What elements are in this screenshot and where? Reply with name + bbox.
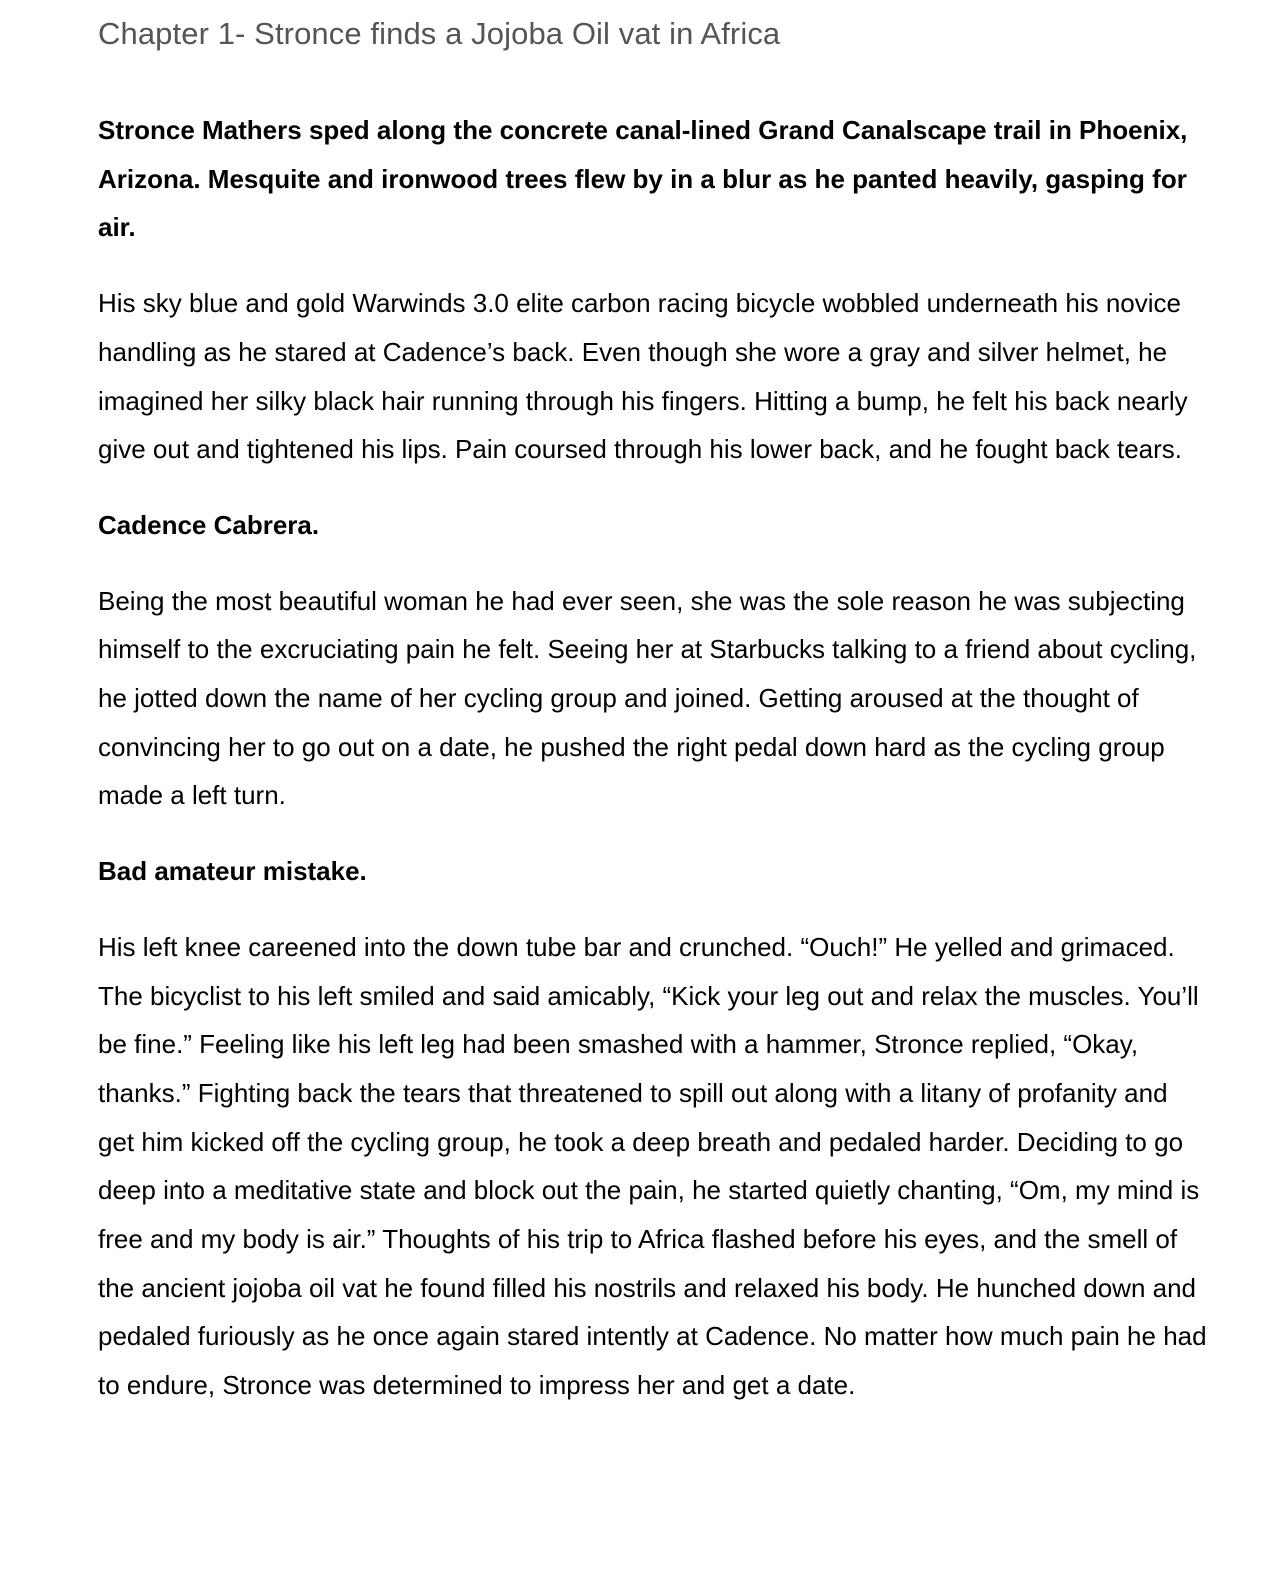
spacer [98,252,1208,279]
spacer [98,550,1208,577]
spacer [98,896,1208,923]
spacer [98,54,1208,106]
paragraph-beautiful-woman: Being the most beautiful woman he had ever seen, she was the sole reason he was subjecting himself to the excruciating pain he felt. Seeing her at Starbucks talking to a friend about cycling, he jotted down the name of her cycling group and joined. Getting aroused at the thought of convincing her to go out on a date, he pushed the right pedal down hard as the cycling group made a left turn. [98,585,1197,811]
paragraph-cadence-name: Cadence Cabrera. [98,509,320,540]
chapter-title: Chapter 1- Stronce finds a Jojoba Oil vat in Africa [98,16,781,51]
spacer [98,820,1208,847]
paragraph-opening: Stronce Mathers sped along the concrete canal-lined Grand Canalscape trail in Phoenix, Arizona. Mesquite and ironwood trees flew by in a blur as he panted heavily, gasping for air. [98,115,1188,243]
paragraph-bicycle: His sky blue and gold Warwinds 3.0 elite carbon racing bicycle wobbled underneath his novice handling as he stared at Cadence’s back. Even though she wore a gray and silver helmet, he imagined her silky black hair running through his fingers. Hitting a bump, he felt his back nearly give out and tightened his lips. Pain coursed through his lower back, and he fought back tears. [98,288,1188,465]
paragraph-knee: His left knee careened into the down tube bar and crunched. “Ouch!” He yelled and grimaced. The bicyclist to his left smiled and said amicably, “Kick your leg out and relax the muscles. You’ll be fine.” Feeling like his left leg had been smashed with a hammer, Stronce replied, “Okay, thanks.” Fighting back the tears that threatened to spill out along with a litany of profanity and get him kicked off the cycling group, he took a deep breath and pedaled harder. Deciding to go deep into a meditative state and block out the pain, he started quietly chanting, “Om, my mind is free and my body is air.” Thoughts of his trip to Africa flashed before his eyes, and the smell of the ancient jojoba oil vat he found filled his nostrils and relaxed his body. He hunched down and pedaled furiously as he once again stared intently at Cadence. No matter how much pain he had to endure, Stronce was determined to impress her and get a date. [98,931,1207,1401]
document-page [98,0,1208,1410]
paragraph-mistake: Bad amateur mistake. [98,856,367,887]
spacer [98,474,1208,501]
